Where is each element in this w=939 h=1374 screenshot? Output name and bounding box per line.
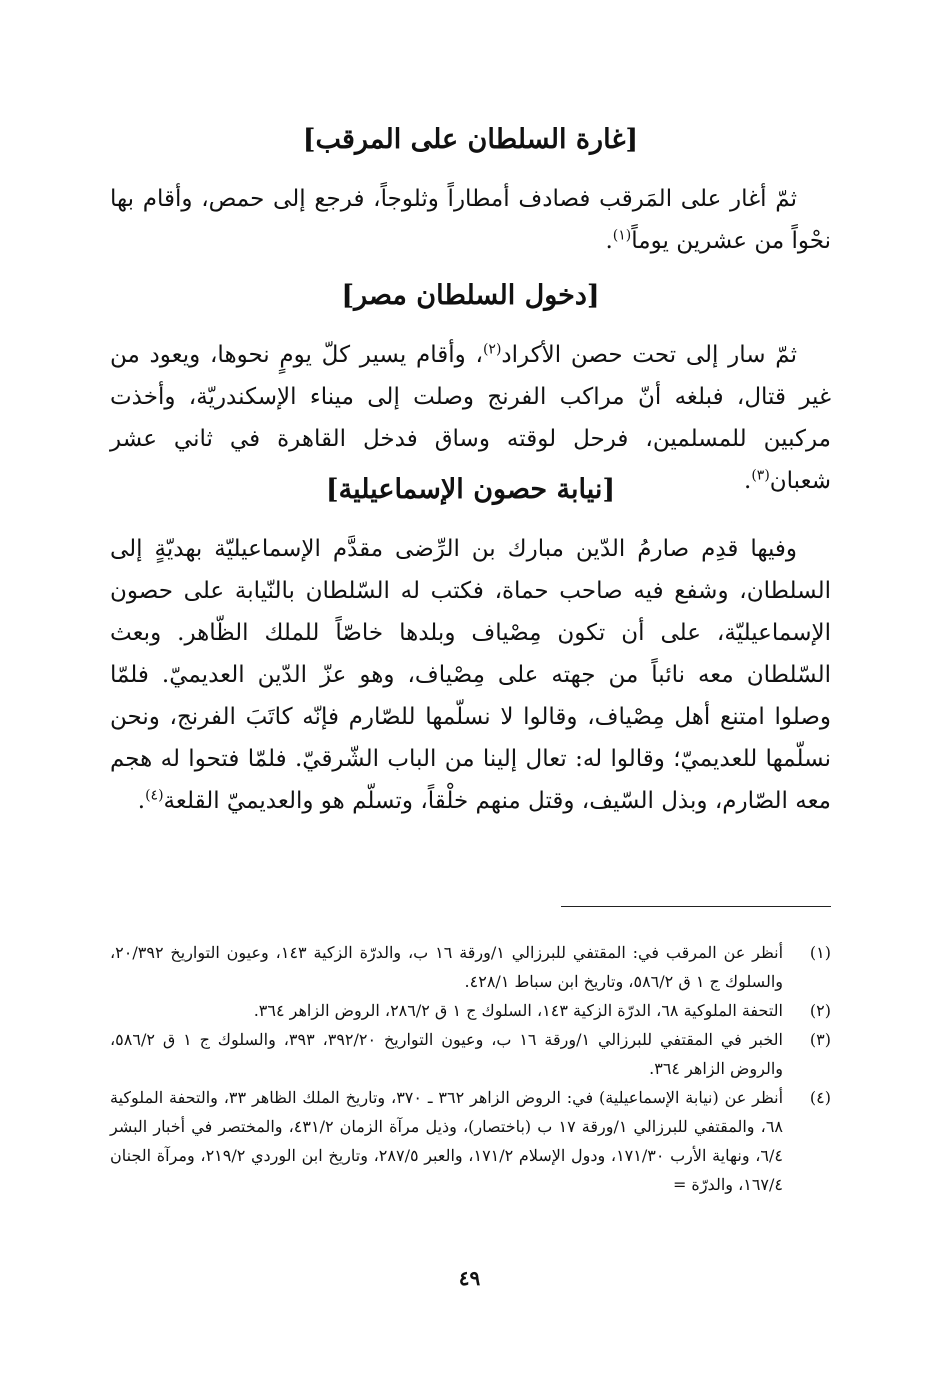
footnote-1	[110, 938, 831, 996]
footnote-ref[interactable]: (٤)	[145, 787, 164, 804]
section-heading-sultan-enters-egypt: [دخول السلطان مصر]	[341, 280, 600, 311]
footnote-4	[110, 1083, 831, 1199]
body-text: وفيها قدِم صارمُ الدّين مبارك بن الرِّضى مقدَّم الإسماعيليّة بهديّةٍ إلى السلطان، وشفع فيه صاحب حماة، فكتب له السّلطان بالنّيابة على حصون الإسماعيليّة، على أن تكون مِصْياف وبلدها خاصّاً للملك الظّاهر. وبعث السّلطان معه نائباً من جهته على مِصْياف، وهو عزّ الدّين العديميّ. فلمّا وصلوا امتنع أهل مِصْياف، وقالوا لا نسلّمها للصّارم فإنّه كاتَبَ الفرنج، ونحن نسلّمها للعديميّ؛ وقالوا له: تعال إلينا من الباب الشّرقيّ. فلمّا فتحوا له هجم معه الصّارم، وبذل السّيف، وقتل منهم خلْقاً، وتسلّم هو والعديميّ القلعة	[110, 536, 831, 814]
section-heading-marqab-raid: [غارة السلطان على المرقب]	[302, 124, 639, 155]
footnotes-list	[110, 938, 831, 1199]
page-number: ٤٩	[458, 1266, 481, 1290]
body-text: ثمّ سار إلى تحت حصن الأكراد	[501, 342, 797, 368]
body-text: ثمّ أغار على المَرقب فصادف أمطاراً وثلوجاً، فرجع إلى حمص، وأقام بها نحْواً من عشرين يوماً	[110, 186, 831, 254]
footnote-2	[110, 996, 831, 1025]
sentence-end: .	[744, 468, 752, 494]
section-body-ismaili-fortresses	[110, 528, 831, 822]
footnote-number: (٢)	[809, 1001, 831, 1020]
footnote-number: (١)	[809, 943, 831, 962]
footnote-text: الخبر في المقتفي للبرزالي ١/ورقة ١٦ ب، وعيون التواريخ ٣٩٢/٢٠، ٣٩٣، والسلوك ج ١ ق ٥٨٦/٢، والروض الزاهر ٣٦٤.	[110, 1030, 783, 1078]
footnote-ref[interactable]: (٢)	[482, 341, 502, 358]
body-text-continued: ، وأقام يسير كلّ يومٍ نحوها، ويعود من غير قتال، فبلغه أنّ مراكب الفرنج وصلت إلى ميناء الإسكندريّة، وأخذت مركبين للمسلمين، فرحل لوقته وساق فدخل القاهرة في ثاني عشر شعبان	[110, 342, 831, 494]
footnote-ref[interactable]: (١)	[612, 227, 632, 244]
section-body-marqab-raid	[110, 178, 831, 262]
section-heading-ismaili-fortresses: [نيابة حصون الإسماعيلية]	[325, 474, 616, 505]
footnote-text: التحفة الملوكية ٦٨، الدرّة الزكية ١٤٣، السلوك ج ١ ق ٢٨٦/٢، الروض الزاهر ٣٦٤.	[253, 1001, 783, 1020]
footnote-number: (٣)	[809, 1030, 831, 1049]
footnote-3	[110, 1025, 831, 1083]
footnote-ref[interactable]: (٣)	[751, 467, 770, 484]
footnote-text: أنظر عن المرقب في: المقتفي للبرزالي ١/ورقة ١٦ ب، والدرّة الزكية ١٤٣، وعيون التواريخ ٢٠/٣٩٢، والسلوك ج ١ ق ٥٨٦/٢، وتاريخ ابن سباط ٤٢٨/١.	[110, 943, 784, 991]
sentence-end: .	[605, 228, 613, 254]
footnote-number: (٤)	[809, 1088, 831, 1107]
sentence-end: .	[137, 788, 146, 814]
footnote-divider	[561, 906, 831, 907]
footnote-text: أنظر عن (نيابة الإسماعيلية) في: الروض الزاهر ٣٦٢ ـ ٣٧٠، وتاريخ الملك الظاهر ٣٣، والتحفة الملوكية ٦٨، والمقتفي للبرزالي ١/ورقة ١٧ ب (باختصار)، وذيل مرآة الزمان ٤٣١/٢، والمختصر في أخبار البشر ٦/٤، ونهاية الأرب ١٧١/٣٠، ودول الإسلام ١٧١/٢، والعبر ٢٨٧/٥، وتاريخ ابن الوردي ٢١٩/٢، ومرآة الجنان ١٦٧/٤، والدرّة =	[110, 1088, 784, 1194]
